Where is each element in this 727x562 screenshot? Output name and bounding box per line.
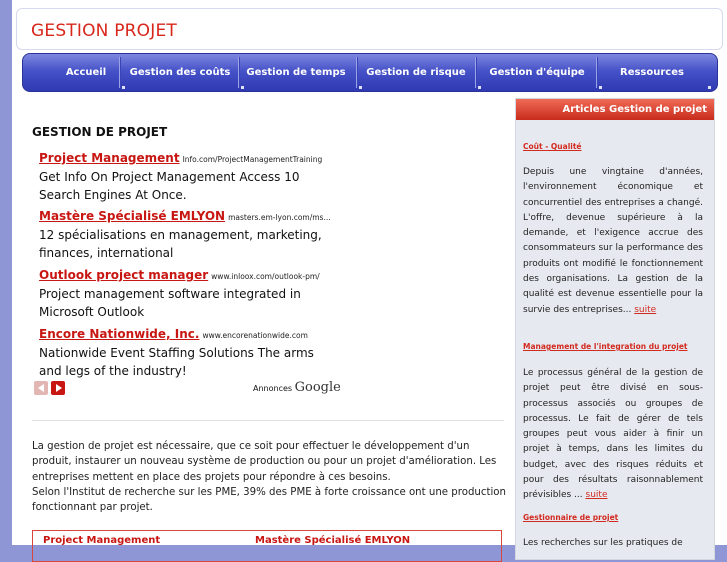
header-box: [16, 8, 723, 50]
nav-item-equipe[interactable]: Gestion d'équipe: [489, 67, 585, 78]
page: [12, 0, 727, 548]
ad-description: Project management software integrated in Microsoft Outlook: [39, 287, 301, 319]
ad-url[interactable]: www.encorenationwide.com: [202, 331, 308, 340]
ad-description: Get Info On Project Management Access 10 Search Engines At Once.: [39, 170, 300, 202]
annonces-label: Annonces: [253, 384, 293, 393]
bottom-ad-link[interactable]: Mastère Spécialisé EMLYON: [255, 535, 411, 546]
ads-by-google[interactable]: [253, 380, 341, 395]
site-title[interactable]: GESTION PROJET: [31, 21, 177, 41]
ad-title-link[interactable]: Outlook project manager: [39, 268, 209, 282]
ad-description: Nationwide Event Staffing Solutions The arms and legs of the industry!: [39, 346, 314, 378]
ad-block: [39, 323, 339, 380]
next-arrow-icon[interactable]: [51, 381, 65, 395]
ad-url[interactable]: Info.com/ProjectManagementTraining: [182, 155, 323, 164]
bottom-ad-box: [32, 530, 502, 562]
nav-separator: [238, 57, 240, 88]
paragraph-2: Selon l'Institut de recherche sur les PME, 39% des PME à forte croissance ont une production fonctionnant par projet.: [32, 486, 506, 514]
ad-block: [39, 147, 339, 204]
nav-item-temps[interactable]: Gestion de temps: [246, 67, 346, 78]
sidebar-title: Articles Gestion de projet: [516, 99, 714, 120]
divider: [32, 420, 504, 421]
bottom-ad-link[interactable]: Project Management: [43, 535, 161, 546]
prev-arrow-icon[interactable]: [34, 381, 48, 395]
article-summary: [523, 536, 703, 551]
article-text: Le processus général de la gestion de projet peut être divisé en sous-processus associés ou groupes de processus. Le fait de gérer de tels groupes peut vous aider à finir un projet à temps, dans les limites du budget, avec des risques réduits et pour des résultats raisonnablement prévisibles ...: [523, 368, 703, 501]
paragraph-1: La gestion de projet est nécessaire, que ce soit pour effectuer le développement d'un produit, instaurer un nouveau système de production ou pour un projet d'amélioration. Les entreprises mettent en place des projets pour répondre à ces besoins.: [32, 441, 497, 483]
nav-item-accueil[interactable]: Accueil: [65, 67, 107, 78]
ad-description: 12 spécialisations en management, marketing, finances, international: [39, 228, 322, 260]
ad-url[interactable]: www.inloox.com/outlook-pm/: [211, 272, 320, 281]
google-logo: Google: [294, 380, 341, 395]
article-text: Les recherches sur les pratiques de: [523, 538, 683, 548]
article-link[interactable]: Management de l'integration du projet: [523, 342, 688, 351]
nav-bullet: [708, 86, 711, 89]
ad-title-link[interactable]: Mastère Spécialisé EMLYON: [39, 209, 226, 223]
article-summary: [523, 165, 703, 318]
page-heading: GESTION DE PROJET: [32, 125, 168, 139]
sidebar: [515, 98, 715, 560]
suite-link[interactable]: suite: [634, 304, 657, 315]
ad-url[interactable]: masters.em-lyon.com/ms...: [228, 213, 331, 222]
nav-item-risque[interactable]: Gestion de risque: [366, 67, 466, 78]
suite-link[interactable]: suite: [585, 490, 608, 501]
main-nav: [22, 53, 718, 92]
intro-paragraph: [32, 439, 506, 515]
ad-title-link[interactable]: Project Management: [39, 151, 180, 165]
nav-item-couts[interactable]: Gestion des coûts: [129, 67, 231, 78]
ad-block: [39, 264, 339, 321]
article-text: Depuis une vingtaine d'années, l'environnement économique et concurrentiel des entreprises a changé. L'offre, devenue supérieure à la demande, et l'exigence accrue des consommateurs sur la performance des produits ont modifié le fonctionnement des organisations. La gestion de la qualité est devenue essentielle pour la survie des entreprises...: [523, 167, 703, 315]
nav-separator: [356, 57, 358, 88]
article-link[interactable]: Gestionnaire de projet: [523, 513, 619, 522]
ad-block: [39, 205, 339, 262]
article-link[interactable]: Coût - Qualité: [523, 142, 582, 151]
article-summary: [523, 366, 703, 504]
nav-separator: [475, 57, 477, 88]
nav-item-ressources[interactable]: Ressources: [620, 67, 684, 78]
ad-title-link[interactable]: Encore Nationwide, Inc.: [39, 327, 200, 341]
